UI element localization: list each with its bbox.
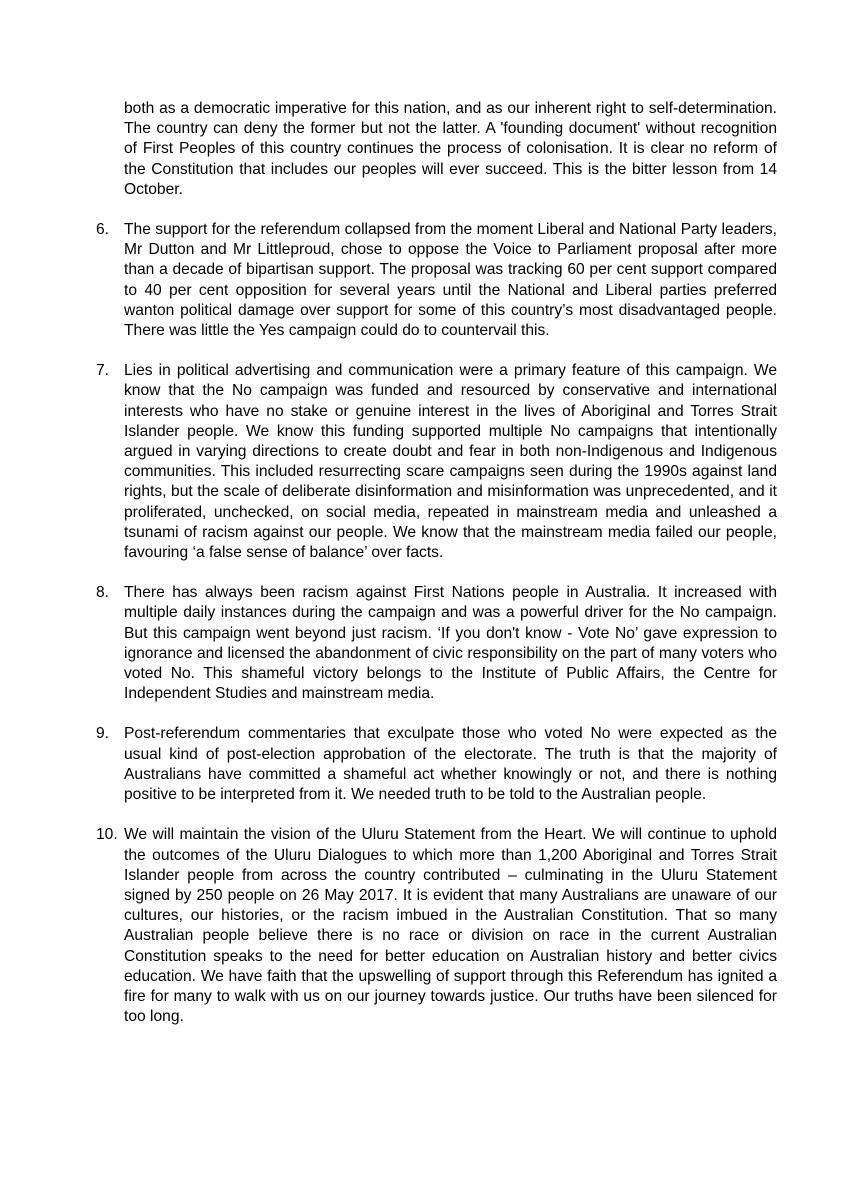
numbered-paragraph-7 (96, 361, 777, 563)
document-body (96, 99, 777, 1047)
continuation-paragraph (96, 99, 777, 200)
paragraph-text: both as a democratic imperative for this nation, and as our inherent right to self-determination. The country can deny the former but not the latter. A 'founding document' without recognition of First Peoples of this country continues the process of colonisation. It is clear no reform of the Constitution that includes our peoples will ever succeed. This is the bitter lesson from 14 October. (124, 100, 777, 198)
paragraph-number: 7. (96, 362, 110, 380)
paragraph-text: Lies in political advertising and communication were a primary feature of this campaign. We know that the No campaign was funded and resourced by conservative and international interests who have no stake or genuine interest in the lives of Aboriginal and Torres Strait Islander people. We know this funding supported multiple No campaigns that intentionally argued in varying directions to create doubt and fear in both non-Indigenous and Indigenous communities. This included resurrecting scare campaigns seen during the 1990s against land rights, but the scale of deliberate disinformation and misinformation was unprecedented, and it proliferated, unchecked, on social media, repeated in mainstream media and unleashed a tsunami of racism against our people. We know that the mainstream media failed our people, favouring ‘a false sense of balance’ over facts. (124, 362, 777, 562)
paragraph-number: 6. (96, 221, 110, 239)
numbered-paragraph-6 (96, 220, 777, 341)
numbered-paragraph-10 (96, 825, 777, 1027)
paragraph-text: Post-referendum commentaries that exculpate those who voted No were expected as the usual kind of post-election approbation of the electorate. The truth is that the majority of Australians have committed a shameful act whether knowingly or not, and there is nothing positive to be interpreted from it. We needed truth to be told to the Australian people. (124, 725, 777, 804)
paragraph-text: There has always been racism against First Nations people in Australia. It increased with multiple daily instances during the campaign and was a powerful driver for the No campaign. But this campaign went beyond just racism. ‘If you don't know - Vote No’ gave expression to ignorance and licensed the abandonment of civic responsibility on the part of many voters who voted No. This shameful victory belongs to the Institute of Public Affairs, the Centre for Independent Studies and mainstream media. (124, 584, 777, 703)
paragraph-text: We will maintain the vision of the Uluru Statement from the Heart. We will continue to uphold the outcomes of the Uluru Dialogues to which more than 1,200 Aboriginal and Torres Strait Islander people from across the country contributed – culminating in the Uluru Statement signed by 250 people on 26 May 2017. It is evident that many Australians are unaware of our cultures, our histories, or the racism imbued in the Australian Constitution. That so many Australian people believe there is no race or division on race in the current Australian Constitution speaks to the need for better education on Australian history and better civics education. We have faith that the upswelling of support through this Referendum has ignited a fire for many to walk with us on our journey towards justice. Our truths have been silenced for too long. (124, 826, 777, 1026)
paragraph-number: 9. (96, 725, 110, 743)
paragraph-number: 8. (96, 584, 110, 602)
numbered-paragraph-8 (96, 583, 777, 704)
numbered-paragraph-9 (96, 724, 777, 805)
paragraph-text: The support for the referendum collapsed from the moment Liberal and National Party leaders, Mr Dutton and Mr Littleproud, chose to oppose the Voice to Parliament proposal after more than a decade of bipartisan support. The proposal was tracking 60 per cent support compared to 40 per cent opposition for several years until the National and Liberal parties preferred wanton political damage over support for some of this country’s most disadvantaged people. There was little the Yes campaign could do to countervail this. (124, 221, 777, 340)
paragraph-number: 10. (96, 826, 118, 844)
